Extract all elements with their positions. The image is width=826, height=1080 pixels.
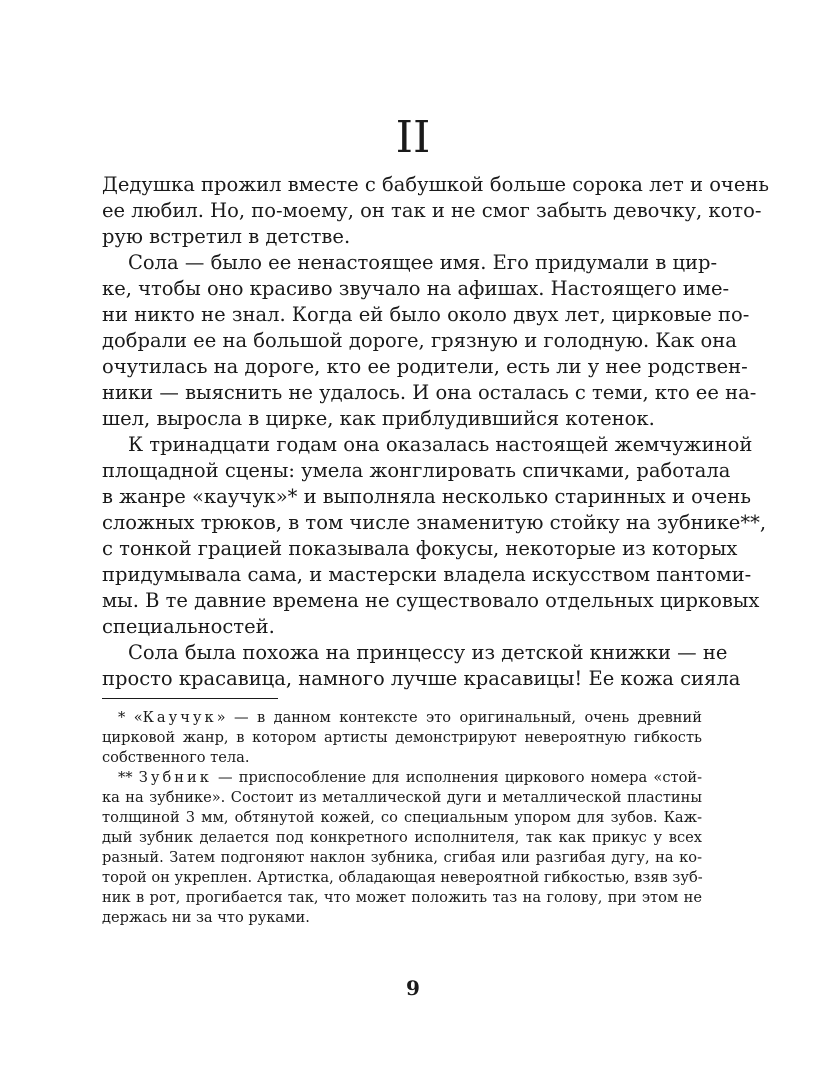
text-line: Дедушка прожил вместе с бабушкой больше сорока лет и очень bbox=[102, 173, 769, 196]
footnotes bbox=[102, 708, 702, 928]
footnote-line: разный. Затем подгоняют наклон зубника, сгибая или разгибая дугу, на ко- bbox=[102, 849, 702, 866]
text-line: просто красавица, намного лучше красавицы! Ее кожа сияла bbox=[102, 667, 741, 690]
text-line: рую встретил в детстве. bbox=[102, 225, 351, 248]
text-line: очутилась на дороге, кто ее родители, есть ли у нее родствен- bbox=[102, 355, 748, 378]
footnote-line: ка на зубнике». Состоит из металлической дуги и металлической пластины bbox=[102, 789, 702, 806]
footnote-term: Каучук bbox=[142, 709, 217, 726]
footnote-line: * «Каучук» — в данном контексте это оригинальный, очень древний bbox=[118, 709, 702, 726]
text-line: мы. В те давние времена не существовало отдельных цирковых bbox=[102, 589, 760, 612]
footnote-marker: ** bbox=[118, 769, 133, 786]
text-line: шел, выросла в цирке, как приблудившийся котенок. bbox=[102, 407, 655, 430]
text-line: специальностей. bbox=[102, 615, 275, 638]
text-line: ке, чтобы оно красиво звучало на афишах. Настоящего име- bbox=[102, 277, 730, 300]
footnote-term: Зубник bbox=[138, 769, 212, 786]
body-text bbox=[102, 172, 769, 692]
text-line: площадной сцены: умела жонглировать спичками, работала bbox=[102, 459, 731, 482]
footnote-line: толщиной 3 мм, обтянутой кожей, со специальным упором для зубов. Каж- bbox=[102, 809, 702, 826]
text-line: в жанре «каучук»* и выполняла несколько старинных и очень bbox=[102, 485, 751, 508]
text-line: ее любил. Но, по-моему, он так и не смог забыть девочку, кото- bbox=[102, 199, 762, 222]
footnote-line: держась ни за что руками. bbox=[102, 909, 310, 926]
footnote-line: ** Зубник — приспособление для исполнения циркового номера «стой- bbox=[118, 769, 703, 786]
text-line: придумывала сама, и мастерски владела искусством пантоми- bbox=[102, 563, 752, 586]
text-line: ники — выяснить не удалось. И она осталась с теми, кто ее на- bbox=[102, 381, 757, 404]
text-line: Сола — было ее ненастоящее имя. Его придумали в цир- bbox=[128, 251, 718, 274]
footnote-line: торой он укреплен. Артистка, обладающая невероятной гибкостью, взяв зуб- bbox=[102, 869, 703, 886]
footnote-line: цирковой жанр, в котором артисты демонстрируют невероятную гибкость bbox=[102, 729, 702, 746]
chapter-heading: II bbox=[395, 112, 431, 163]
footnote-separator bbox=[102, 698, 278, 699]
footnote-marker: * bbox=[118, 709, 126, 726]
text-line: добрали ее на большой дороге, грязную и голодную. Как она bbox=[102, 329, 737, 352]
text-line: сложных трюков, в том числе знаменитую стойку на зубнике**, bbox=[102, 511, 767, 534]
text-line: ни никто не знал. Когда ей было около двух лет, цирковые по- bbox=[102, 303, 750, 326]
text-line: с тонкой грацией показывала фокусы, некоторые из которых bbox=[102, 537, 738, 560]
text-line: К тринадцати годам она оказалась настоящей жемчужиной bbox=[128, 433, 753, 456]
text-line: Сола была похожа на принцессу из детской книжки — не bbox=[128, 641, 728, 664]
footnote-line: дый зубник делается под конкретного исполнителя, так как прикус у всех bbox=[102, 829, 702, 846]
footnote-line: собственного тела. bbox=[102, 749, 250, 766]
footnote-line: ник в рот, прогибается так, что может положить таз на голову, при этом не bbox=[102, 889, 702, 906]
page-number: 9 bbox=[406, 976, 420, 1000]
